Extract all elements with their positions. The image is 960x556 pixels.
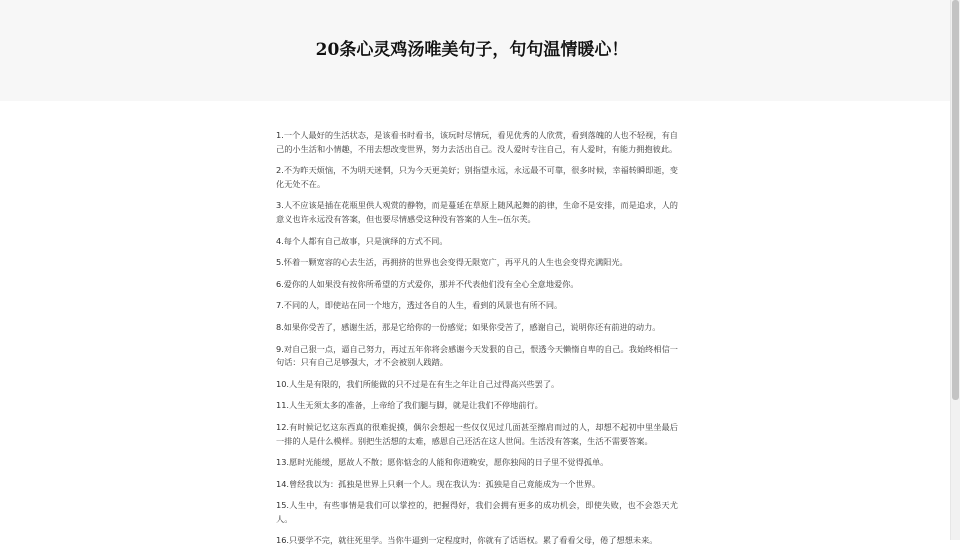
paragraph-1: 1.一个人最好的生活状态，是该看书时看书，该玩时尽情玩，看见优秀的人欣赏，看到落魄的人也不轻视，有自己的小生活和小情趣，不用去想改变世界，努力去活出自己。没人爱时专注自己，有人爱时，有能力拥抱彼此。 — [276, 130, 678, 154]
paragraph-10: 10.人生是有限的，我们所能做的只不过是在有生之年让自己过得高兴些罢了。 — [276, 378, 560, 389]
scrollbar-thumb[interactable] — [952, 0, 959, 400]
paragraph-2: 2.不为昨天烦恼，不为明天迷惘，只为今天更美好；别指望永远，永远最不可靠，很多时候，幸福转瞬即逝，变化无处不在。 — [276, 165, 678, 189]
paragraph-8: 8.如果你受苦了，感谢生活，那是它给你的一份感觉；如果你受苦了，感谢自己，说明你还有前进的动力。 — [276, 321, 661, 332]
paragraph-9: 9.对自己狠一点，逼自己努力，再过五年你将会感谢今天发狠的自己，恨透今天懒惰自卑的自己。我始终相信一句话：只有自己足够强大，才不会被别人践踏。 — [276, 343, 678, 368]
paragraph-6: 6.爱你的人如果没有按你所希望的方式爱你，那并不代表他们没有全心全意地爱你。 — [276, 278, 579, 289]
paragraph-13: 13.愿时光能缓，愿故人不散；愿你惦念的人能和你道晚安，愿你独闯的日子里不觉得孤单。 — [276, 457, 609, 468]
paragraph-4: 4.每个人都有自己故事，只是演绎的方式不同。 — [276, 235, 448, 246]
paragraph-11: 11.人生无须太多的准备，上帝给了我们腿与脚，就是让我们不停地前行。 — [276, 400, 543, 411]
article-header — [0, 0, 950, 101]
paragraph-16: 16.只要学不完，就往死里学。当你牛逼到一定程度时，你就有了话语权。累了看看父母，倦了想想未来。 — [276, 535, 658, 546]
paragraph-7: 7.不同的人，即使站在同一个地方，透过各自的人生，看到的风景也有所不同。 — [276, 300, 563, 311]
vertical-scrollbar[interactable] — [950, 0, 960, 540]
article-title: 20条心灵鸡汤唯美句子，句句温情暖心！ — [315, 40, 629, 60]
paragraph-5: 5.怀着一颗宽容的心去生活，再拥挤的世界也会变得无限宽广，再平凡的人生也会变得充满阳光。 — [276, 257, 628, 268]
paragraph-14: 14.曾经我以为：孤独是世界上只剩一个人。现在我认为：孤独是自己竟能成为一个世界。 — [276, 478, 601, 489]
paragraph-3: 3.人不应该是插在花瓶里供人观赏的静物，而是蔓延在草原上随风起舞的韵律，生命不是安排，而是追求，人的意义也许永远没有答案，但也要尽情感受这种没有答案的人生--伍尔芙。 — [276, 200, 678, 224]
paragraph-12: 12.有时候记忆这东西真的很难捉摸，偶尔会想起一些仅仅见过几面甚至擦肩而过的人，却想不起初中里坐最后一排的人是什么模样。别把生活想的太难，感恩自己还活在这人世间。生活没有答案，生活不需要答案。 — [276, 421, 678, 446]
article-body — [276, 129, 678, 556]
paragraph-15: 15.人生中，有些事情是我们可以掌控的，把握得好，我们会拥有更多的成功机会，即使失败，也不会怨天尤人。 — [276, 500, 678, 524]
